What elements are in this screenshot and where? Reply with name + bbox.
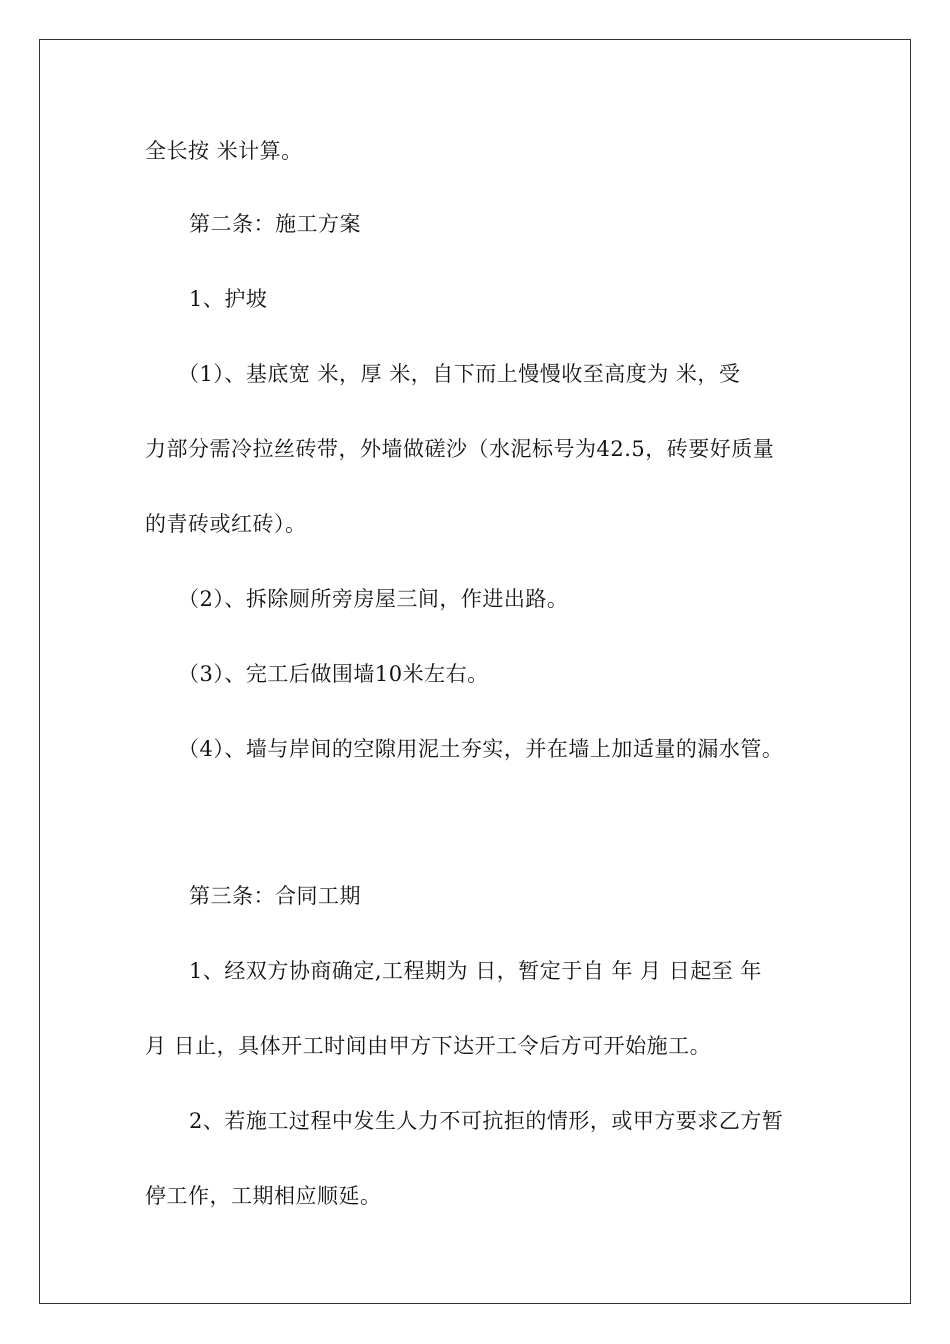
section-heading-contract-period: 第三条：合同工期 (189, 884, 361, 908)
paragraph-item-3: （3）、完工后做围墙10米左右。 (178, 662, 489, 686)
paragraph-item-1-line-2: 力部分需冷拉丝砖带，外墙做磋沙（水泥标号为42.5，砖要好质量 (145, 437, 775, 461)
paragraph-period-1-line-2: 月 日止，具体开工时间由甲方下达开工令后方可开始施工。 (145, 1034, 712, 1058)
subheading-slope-protection: 1、护坡 (189, 287, 268, 311)
paragraph-item-2: （2）、拆除厕所旁房屋三间，作进出路。 (178, 587, 569, 611)
paragraph-item-1-line-1: （1）、基底宽 米，厚 米，自下而上慢慢收至高度为 米，受 (178, 362, 741, 386)
paragraph-period-2-line-2: 停工作，工期相应顺延。 (145, 1184, 382, 1208)
paragraph-period-1-line-1: 1、经双方协商确定,工程期为 日，暂定于自 年 月 日起至 年 (189, 959, 762, 983)
paragraph-item-1-line-3: 的青砖或红砖）。 (145, 512, 307, 536)
section-heading-construction-plan: 第二条：施工方案 (189, 212, 361, 236)
paragraph-period-2-line-1: 2、若施工过程中发生人力不可抗拒的情形，或甲方要求乙方暂 (189, 1109, 784, 1133)
paragraph-item-4: （4）、墙与岸间的空隙用泥土夯实，并在墙上加适量的漏水管。 (178, 737, 784, 761)
text-line-continuation: 全长按 米计算。 (145, 139, 303, 163)
